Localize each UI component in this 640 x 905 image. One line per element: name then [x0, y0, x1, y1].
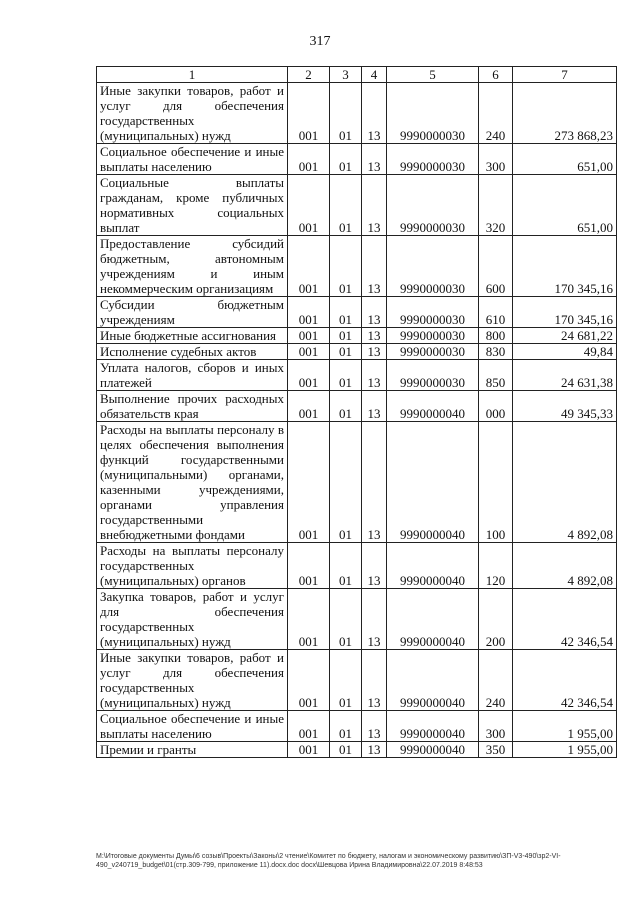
file-path-footer: M:\Итоговые документы Думы\6 созыв\Проекты\Законы\2 чтение\Комитет по бюджету, налогам и экономическому развитию\ЗП-V3-490\зр2-VI-490_v240719_budget\01(стр.309-799, приложение 11).docx.doc docx\Шевцова Ирина Владимировна\22.07.2019 8:48:53: [96, 853, 561, 869]
row-name-cell: Уплата налогов, сборов и иных платежей: [97, 360, 288, 391]
row-name-cell: Расходы на выплаты персоналу в целях обеспечения выполнения функций государственными (муниципальными) органами, казенными учреждениями, органами управления государственными внебюджетными фондами: [97, 422, 288, 543]
row-section-cell: 01: [330, 589, 362, 650]
row-expense-type-cell: 800: [479, 328, 513, 344]
table-header-row: [97, 67, 617, 83]
row-expense-type-cell: 100: [479, 422, 513, 543]
row-expense-type-cell: 300: [479, 711, 513, 742]
row-amount-cell: 49,84: [513, 344, 617, 360]
row-subsection-cell: 13: [362, 391, 387, 422]
row-code-cell: 001: [288, 543, 330, 589]
row-target-article-cell: 9990000030: [387, 83, 479, 144]
column-header: 7: [513, 67, 617, 83]
row-amount-cell: 273 868,23: [513, 83, 617, 144]
row-expense-type-cell: 850: [479, 360, 513, 391]
row-target-article-cell: 9990000040: [387, 711, 479, 742]
row-subsection-cell: 13: [362, 328, 387, 344]
row-target-article-cell: 9990000030: [387, 360, 479, 391]
row-target-article-cell: 9990000040: [387, 543, 479, 589]
row-target-article-cell: 9990000040: [387, 742, 479, 758]
row-code-cell: 001: [288, 328, 330, 344]
row-code-cell: 001: [288, 344, 330, 360]
row-subsection-cell: 13: [362, 711, 387, 742]
table-row: [97, 422, 617, 543]
row-name-cell: Исполнение судебных актов: [97, 344, 288, 360]
row-subsection-cell: 13: [362, 83, 387, 144]
row-code-cell: 001: [288, 297, 330, 328]
row-code-cell: 001: [288, 236, 330, 297]
row-target-article-cell: 9990000040: [387, 650, 479, 711]
table-row: [97, 144, 617, 175]
table-row: [97, 391, 617, 422]
row-code-cell: 001: [288, 650, 330, 711]
row-amount-cell: 651,00: [513, 175, 617, 236]
table-row: [97, 344, 617, 360]
row-amount-cell: 651,00: [513, 144, 617, 175]
row-amount-cell: 170 345,16: [513, 297, 617, 328]
row-name-cell: Закупка товаров, работ и услуг для обеспечения государственных (муниципальных) нужд: [97, 589, 288, 650]
page-number: 317: [309, 34, 331, 49]
row-amount-cell: 49 345,33: [513, 391, 617, 422]
row-target-article-cell: 9990000040: [387, 589, 479, 650]
row-code-cell: 001: [288, 589, 330, 650]
row-subsection-cell: 13: [362, 297, 387, 328]
row-code-cell: 001: [288, 175, 330, 236]
table-row: [97, 236, 617, 297]
row-amount-cell: 4 892,08: [513, 422, 617, 543]
budget-table: [96, 66, 617, 758]
row-subsection-cell: 13: [362, 360, 387, 391]
row-section-cell: 01: [330, 742, 362, 758]
row-section-cell: 01: [330, 83, 362, 144]
row-section-cell: 01: [330, 297, 362, 328]
column-header: 3: [330, 67, 362, 83]
row-name-cell: Социальное обеспечение и иные выплаты населению: [97, 711, 288, 742]
row-expense-type-cell: 350: [479, 742, 513, 758]
row-name-cell: Иные бюджетные ассигнования: [97, 328, 288, 344]
row-name-cell: Иные закупки товаров, работ и услуг для обеспечения государственных (муниципальных) нужд: [97, 83, 288, 144]
row-name-cell: Иные закупки товаров, работ и услуг для обеспечения государственных (муниципальных) нужд: [97, 650, 288, 711]
row-section-cell: 01: [330, 236, 362, 297]
row-section-cell: 01: [330, 711, 362, 742]
row-name-cell: Социальное обеспечение и иные выплаты населению: [97, 144, 288, 175]
row-subsection-cell: 13: [362, 236, 387, 297]
row-subsection-cell: 13: [362, 175, 387, 236]
column-header: 2: [288, 67, 330, 83]
row-target-article-cell: 9990000030: [387, 328, 479, 344]
row-section-cell: 01: [330, 360, 362, 391]
row-name-cell: Расходы на выплаты персоналу государственных (муниципальных) органов: [97, 543, 288, 589]
row-target-article-cell: 9990000030: [387, 297, 479, 328]
row-section-cell: 01: [330, 144, 362, 175]
table-row: [97, 543, 617, 589]
table-row: [97, 742, 617, 758]
row-code-cell: 001: [288, 391, 330, 422]
column-header: 5: [387, 67, 479, 83]
table-row: [97, 711, 617, 742]
row-amount-cell: 1 955,00: [513, 742, 617, 758]
row-name-cell: Социальные выплаты гражданам, кроме публичных нормативных социальных выплат: [97, 175, 288, 236]
table-row: [97, 650, 617, 711]
row-amount-cell: 42 346,54: [513, 650, 617, 711]
row-name-cell: Предоставление субсидий бюджетным, автономным учреждениям и иным некоммерческим организациям: [97, 236, 288, 297]
column-header: 6: [479, 67, 513, 83]
row-subsection-cell: 13: [362, 344, 387, 360]
row-amount-cell: 42 346,54: [513, 589, 617, 650]
table-row: [97, 360, 617, 391]
row-expense-type-cell: 240: [479, 83, 513, 144]
row-expense-type-cell: 830: [479, 344, 513, 360]
row-amount-cell: 24 681,22: [513, 328, 617, 344]
row-subsection-cell: 13: [362, 144, 387, 175]
table-row: [97, 175, 617, 236]
row-target-article-cell: 9990000030: [387, 236, 479, 297]
row-section-cell: 01: [330, 543, 362, 589]
row-target-article-cell: 9990000030: [387, 144, 479, 175]
row-code-cell: 001: [288, 83, 330, 144]
column-header: 1: [97, 67, 288, 83]
row-expense-type-cell: 320: [479, 175, 513, 236]
column-header: 4: [362, 67, 387, 83]
table-row: [97, 83, 617, 144]
row-target-article-cell: 9990000030: [387, 344, 479, 360]
row-target-article-cell: 9990000040: [387, 422, 479, 543]
row-expense-type-cell: 240: [479, 650, 513, 711]
row-amount-cell: 170 345,16: [513, 236, 617, 297]
row-section-cell: 01: [330, 328, 362, 344]
row-expense-type-cell: 120: [479, 543, 513, 589]
row-expense-type-cell: 600: [479, 236, 513, 297]
row-expense-type-cell: 610: [479, 297, 513, 328]
row-amount-cell: 1 955,00: [513, 711, 617, 742]
row-section-cell: 01: [330, 391, 362, 422]
table-row: [97, 328, 617, 344]
row-amount-cell: 24 631,38: [513, 360, 617, 391]
row-name-cell: Выполнение прочих расходных обязательств края: [97, 391, 288, 422]
row-amount-cell: 4 892,08: [513, 543, 617, 589]
table-row: [97, 297, 617, 328]
row-code-cell: 001: [288, 360, 330, 391]
row-section-cell: 01: [330, 344, 362, 360]
row-subsection-cell: 13: [362, 650, 387, 711]
row-section-cell: 01: [330, 422, 362, 543]
row-code-cell: 001: [288, 144, 330, 175]
row-subsection-cell: 13: [362, 543, 387, 589]
row-section-cell: 01: [330, 650, 362, 711]
row-target-article-cell: 9990000030: [387, 175, 479, 236]
row-expense-type-cell: 000: [479, 391, 513, 422]
table-row: [97, 589, 617, 650]
row-subsection-cell: 13: [362, 422, 387, 543]
row-code-cell: 001: [288, 422, 330, 543]
row-subsection-cell: 13: [362, 589, 387, 650]
row-section-cell: 01: [330, 175, 362, 236]
row-target-article-cell: 9990000040: [387, 391, 479, 422]
row-name-cell: Субсидии бюджетным учреждениям: [97, 297, 288, 328]
row-name-cell: Премии и гранты: [97, 742, 288, 758]
row-code-cell: 001: [288, 711, 330, 742]
row-code-cell: 001: [288, 742, 330, 758]
row-subsection-cell: 13: [362, 742, 387, 758]
row-expense-type-cell: 200: [479, 589, 513, 650]
row-expense-type-cell: 300: [479, 144, 513, 175]
